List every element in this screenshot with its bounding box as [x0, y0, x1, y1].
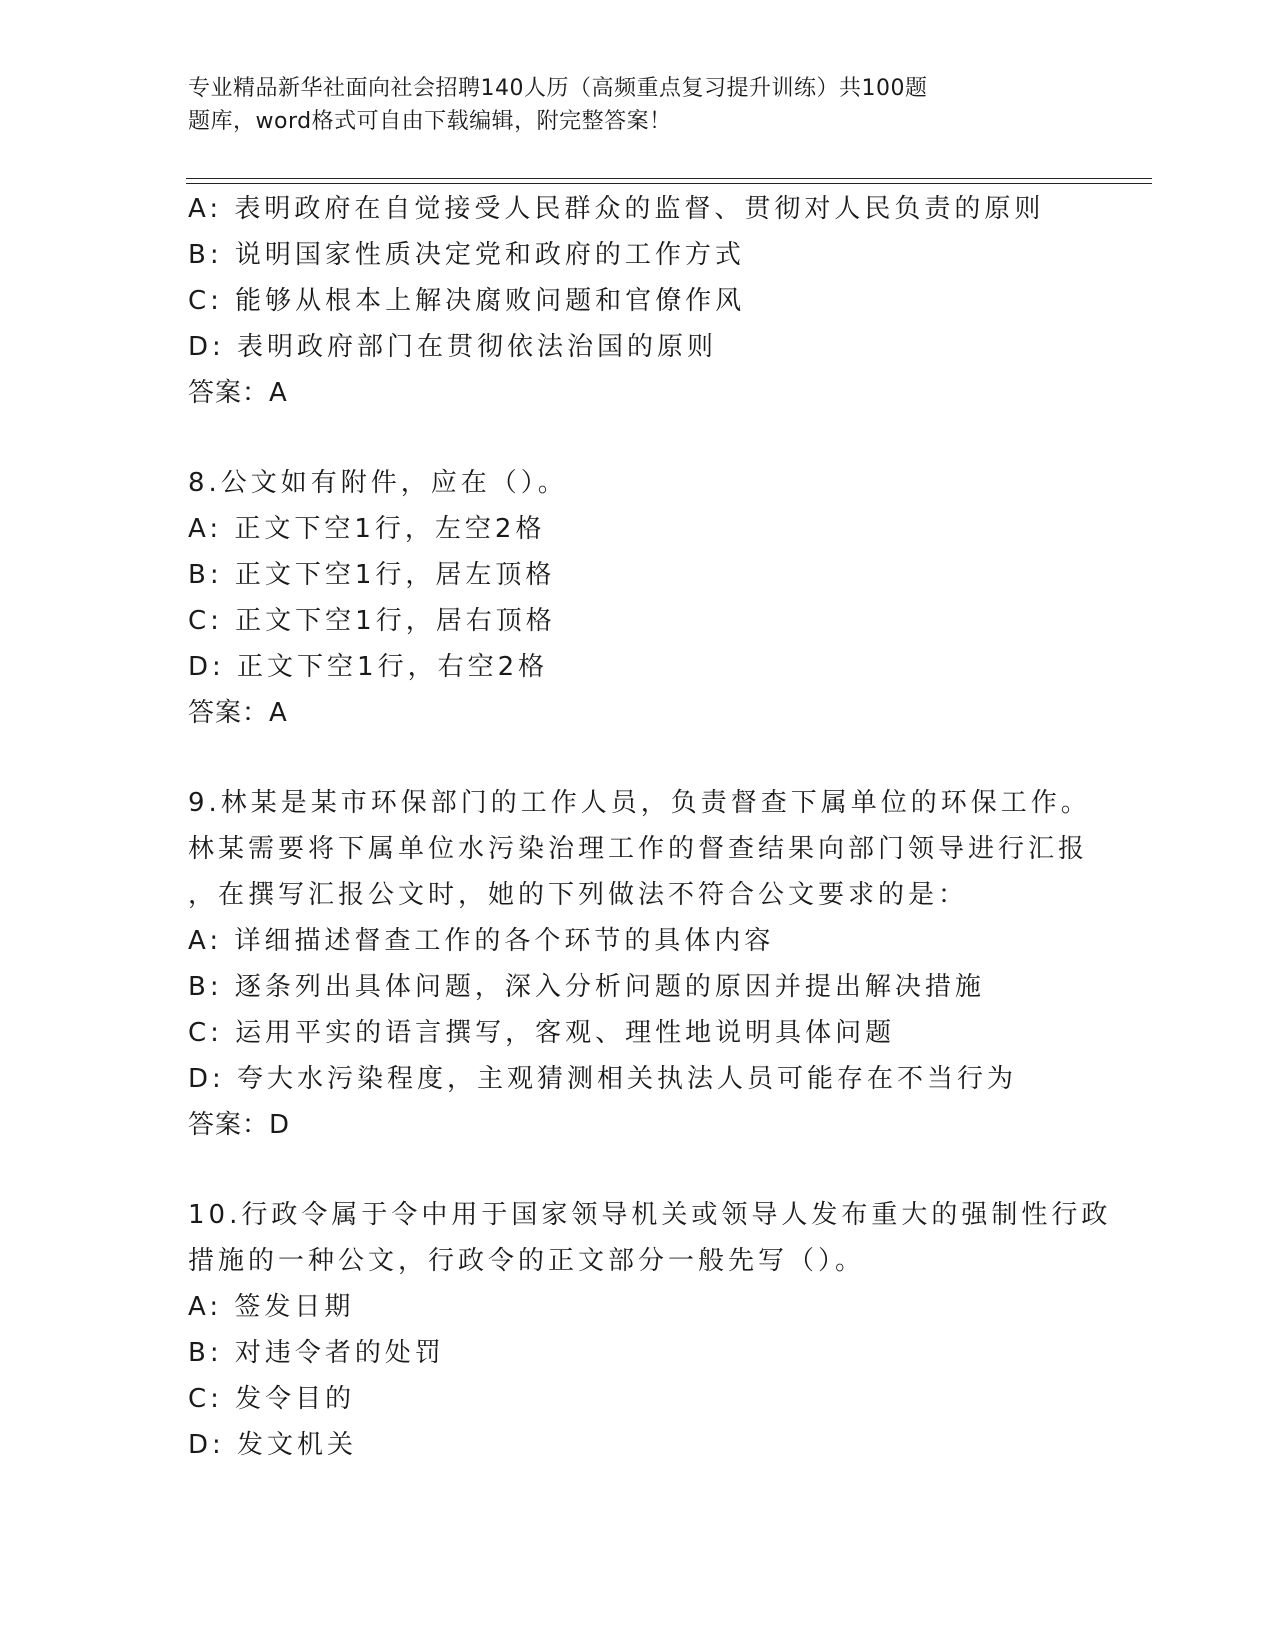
option-c: C: 正文下空1行，居右顶格 [188, 606, 556, 636]
option-d: D: 正文下空1行，右空2格 [188, 652, 549, 682]
option-a: A: 表明政府在自觉接受人民群众的监督、贯彻对人民负责的原则 [188, 194, 1045, 224]
stem-line: 10.行政令属于令中用于国家领导机关或领导人发布重大的强制性行政 [188, 1200, 1112, 1230]
option-b: B: 说明国家性质决定党和政府的工作方式 [188, 240, 745, 270]
header-line-2: 题库，word格式可自由下载编辑，附完整答案！ [188, 109, 672, 134]
question-9 [188, 780, 1108, 1148]
header-rule-top [186, 178, 1152, 179]
document-header [188, 72, 1048, 138]
question-8 [188, 460, 1108, 736]
document-body [188, 186, 1112, 1468]
option-a: A: 签发日期 [188, 1292, 355, 1322]
header-line-1: 专业精品新华社面向社会招聘140人历（高频重点复习提升训练）共100题 [188, 76, 928, 101]
header-rule-bottom [186, 183, 1152, 184]
option-a: A: 详细描述督查工作的各个环节的具体内容 [188, 926, 775, 956]
stem-line: 林某需要将下属单位水污染治理工作的督查结果向部门领导进行汇报 [188, 834, 1089, 864]
stem-line: 9.林某是某市环保部门的工作人员，负责督查下属单位的环保工作。 [188, 788, 1091, 818]
option-b: B: 逐条列出具体问题，深入分析问题的原因并提出解决措施 [188, 972, 985, 1002]
option-d: D: 表明政府部门在贯彻依法治国的原则 [188, 332, 718, 362]
stem-line: ，在撰写汇报公文时，她的下列做法不符合公文要求的是： [188, 880, 969, 910]
option-a: A: 正文下空1行，左空2格 [188, 514, 546, 544]
option-c: C: 发令目的 [188, 1384, 356, 1414]
option-d: D: 发文机关 [188, 1430, 358, 1460]
option-c: C: 运用平实的语言撰写，客观、理性地说明具体问题 [188, 1018, 896, 1048]
question-stem [188, 460, 1108, 506]
stem-line: 措施的一种公文，行政令的正文部分一般先写（）。 [188, 1246, 866, 1276]
stem-line: 8.公文如有附件，应在（）。 [188, 468, 568, 498]
answer: 答案：A [188, 698, 288, 728]
question-7 [188, 186, 1108, 416]
answer: 答案：A [188, 378, 288, 408]
question-stem [188, 1192, 1112, 1284]
option-b: B: 正文下空1行，居左顶格 [188, 560, 556, 590]
option-b: B: 对违令者的处罚 [188, 1338, 445, 1368]
option-d: D: 夸大水污染程度，主观猜测相关执法人员可能存在不当行为 [188, 1064, 1018, 1094]
answer: 答案：D [188, 1110, 291, 1140]
question-stem [188, 780, 1108, 918]
question-10 [188, 1192, 1112, 1468]
option-c: C: 能够从根本上解决腐败问题和官僚作风 [188, 286, 746, 316]
